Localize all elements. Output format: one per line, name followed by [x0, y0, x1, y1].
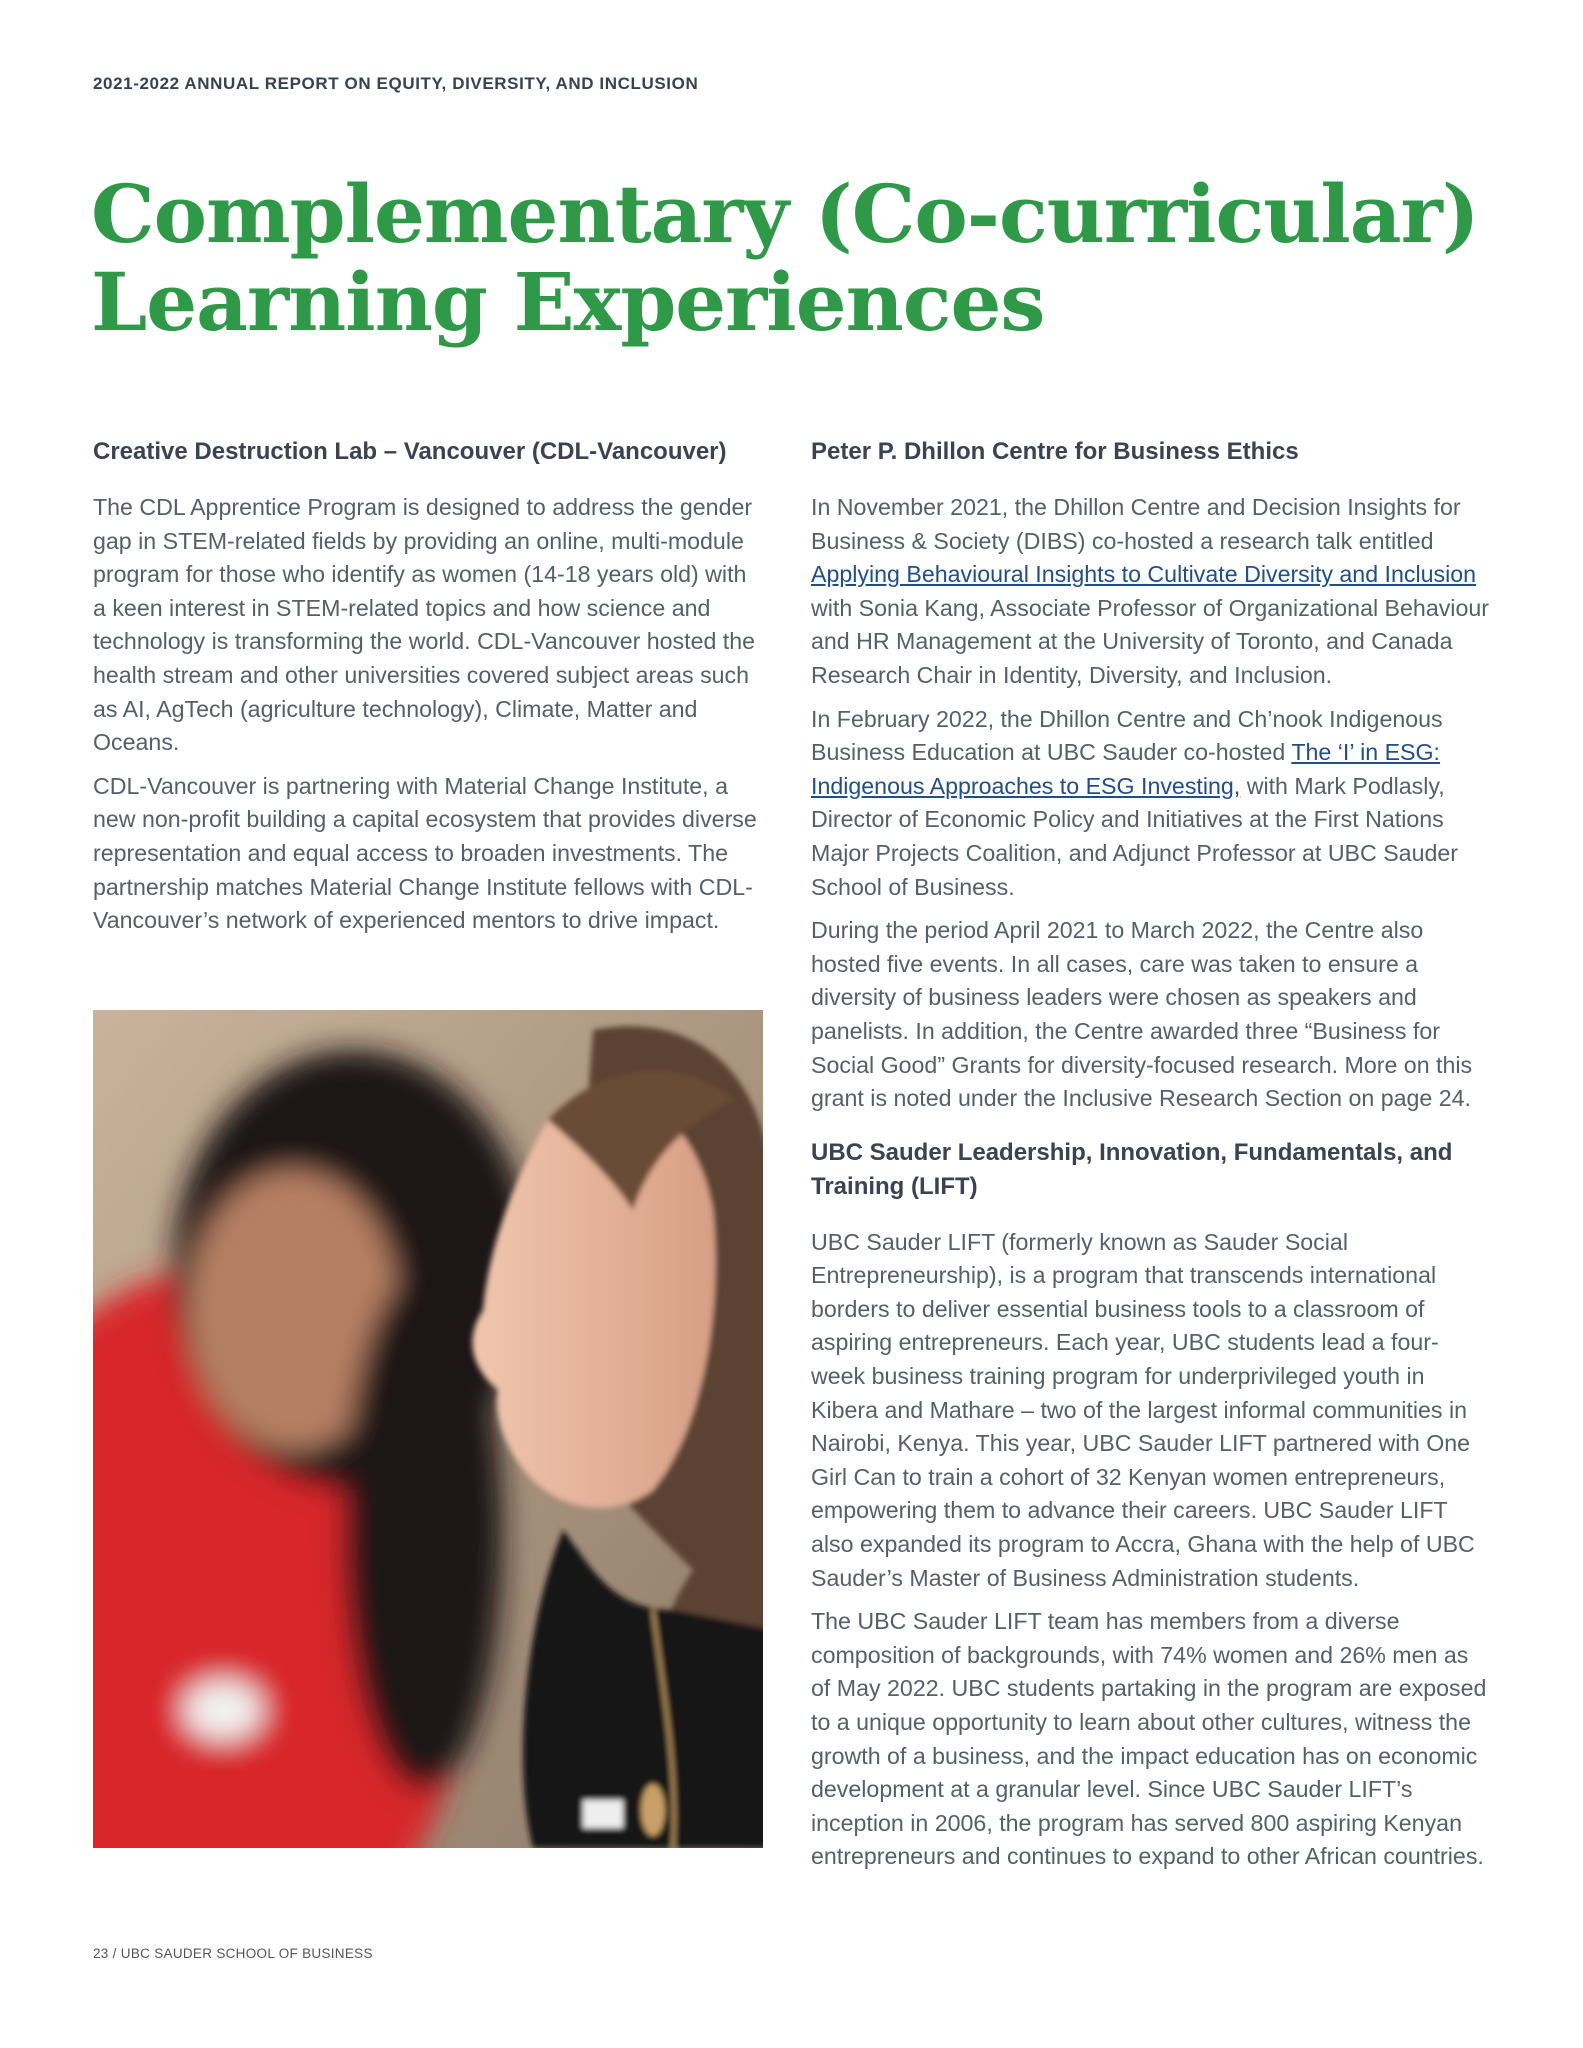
page-title — [91, 167, 1511, 349]
lift-paragraph-2: The UBC Sauder LIFT team has members from a diverse composition of backgrounds, with 74% women and 26% men as of May 2022. UBC students partaking in the program are exposed to a unique opportunity to learn about other cultures, witness the growth of a business, and the impact education has on economic development at a granular level. Since UBC Sauder LIFT’s inception in 2006, the program has served 800 aspiring Kenyan entrepreneurs and continues to expand to other African countries. — [811, 1608, 1487, 1870]
students-photo-illustration — [93, 1010, 763, 1848]
link-behavioural-insights[interactable]: Applying Behavioural Insights to Cultivate Diversity and Inclusion — [811, 561, 1477, 588]
photo-students — [93, 1010, 763, 1848]
lift-paragraph-1: UBC Sauder LIFT (formerly known as Sauder Social Entrepreneurship), is a program that transcends international borders to deliver essential business tools to a classroom of aspiring entrepreneurs. Each year, UBC students lead a four-week business training program for underprivileged youth in Kibera and Mathare – two of the largest informal communities in Nairobi, Kenya. This year, UBC Sauder LIFT partnered with One Girl Can to train a cohort of 32 Kenyan women entrepreneurs, empowering them to advance their careers. UBC Sauder LIFT also expanded its program to Accra, Ghana with the help of UBC Sauder’s Master of Business Administration students. — [811, 1228, 1475, 1591]
page-title-line1: Complementary (Co-curricular) — [91, 167, 1479, 261]
section-heading-lift: UBC Sauder Leadership, Innovation, Fundamentals, and Training (LIFT) — [811, 1138, 1453, 1200]
p2-text-before: In February 2022, the Dhillon Centre and Ch’nook Indigenous Business Education at UBC Sauder co-hosted — [811, 705, 1443, 766]
running-header: 2021-2022 ANNUAL REPORT ON EQUITY, DIVERSITY, AND INCLUSION — [93, 74, 699, 93]
section-heading-dhillon: Peter P. Dhillon Centre for Business Ethics — [811, 438, 1299, 465]
cdl-paragraph-2: CDL-Vancouver is partnering with Material Change Institute, a new non-profit building a capital ecosystem that provides diverse representation and equal access to broaden investments. The partnership matches Material Change Institute fellows with CDL-Vancouver’s network of experienced mentors to drive impact. — [93, 772, 757, 934]
p1-text-before: In November 2021, the Dhillon Centre and Decision Insights for Business & Society (DIBS) co-hosted a research talk entitled — [811, 494, 1461, 554]
page-title-line2: Learning Experiences — [91, 255, 1045, 349]
section-heading-cdl: Creative Destruction Lab – Vancouver (CDL-Vancouver) — [93, 438, 727, 465]
p1-text-after: with Sonia Kang, Associate Professor of Organizational Behaviour and HR Management at the University of Toronto, and Canada Research Chair in Identity, Diversity, and Inclusion. — [811, 594, 1489, 688]
page-footer: 23 / UBC SAUDER SCHOOL OF BUSINESS — [93, 1946, 373, 1961]
dhillon-paragraph-2 — [811, 703, 1491, 905]
left-column — [93, 435, 765, 948]
link-i-in-esg[interactable]: The ‘I’ in ESG: Indigenous Approaches to ESG Investing, — [811, 739, 1440, 799]
p2-text-after: with Mark Podlasly, Director of Economic Policy and Initiatives at the First Nations Major Projects Coalition, and Adjunct Professor at UBC Sauder School of Business. — [811, 772, 1458, 900]
dhillon-paragraph-1 — [811, 491, 1491, 693]
cdl-paragraph-1: The CDL Apprentice Program is designed to address the gender gap in STEM-related fields by providing an online, multi-module program for those who identify as women (14-18 years old) with a keen interest in STEM-related topics and how science and technology is transforming the world. CDL-Vancouver hosted the health stream and other universities covered subject areas such as AI, AgTech (agriculture technology), Climate, Matter and Oceans. — [93, 494, 756, 756]
right-column — [811, 435, 1491, 1884]
dhillon-paragraph-3: During the period April 2021 to March 2022, the Centre also hosted five events. In all cases, care was taken to ensure a diversity of business leaders were chosen as speakers and panelists. In addition, the Centre awarded three “Business for Social Good” Grants for diversity-focused research. More on this grant is noted under the Inclusive Research Section on page 24. — [811, 917, 1473, 1112]
